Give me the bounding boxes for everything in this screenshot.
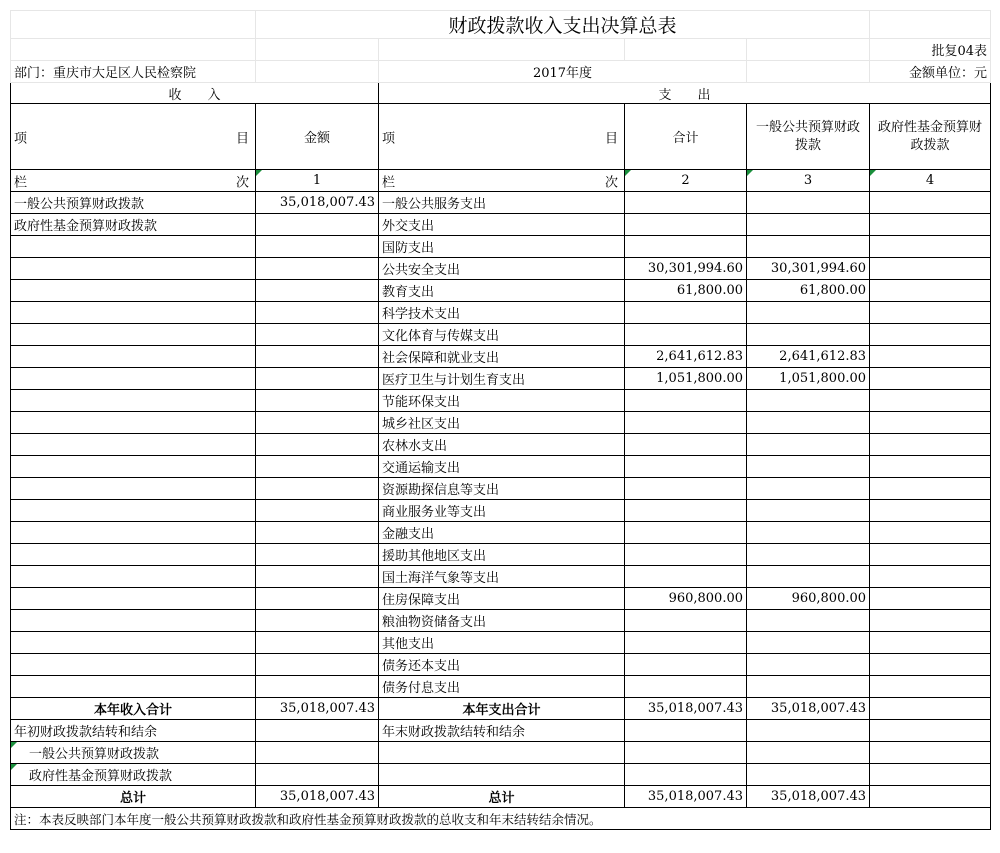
- income-amount: [256, 346, 379, 368]
- income-amount: [256, 588, 379, 610]
- table-row: [11, 302, 991, 324]
- expense-general-budget: [747, 500, 870, 522]
- table-row: [11, 522, 991, 544]
- expense-item-name: 援助其他地区支出: [379, 544, 625, 566]
- expense-fund-budget: [870, 610, 991, 632]
- income-amount: [256, 324, 379, 346]
- income-grand-total-label: 总计: [11, 786, 256, 808]
- expense-item-name: 一般公共服务支出: [379, 192, 625, 214]
- expense-total: 61,800.00: [625, 280, 747, 302]
- fund-budget-header: 政府性基金预算财政拨款: [870, 104, 991, 170]
- total-header: 合计: [625, 104, 747, 170]
- expense-fund-budget: [870, 214, 991, 236]
- expense-general-budget: [747, 412, 870, 434]
- expense-fund-budget: [870, 412, 991, 434]
- table-number: 批复04表: [870, 39, 991, 61]
- income-item-name: [11, 390, 256, 412]
- income-item-name: [11, 588, 256, 610]
- income-amount: [256, 258, 379, 280]
- expense-item-name: 医疗卫生与计划生育支出: [379, 368, 625, 390]
- income-amount: [256, 522, 379, 544]
- income-amount: [256, 654, 379, 676]
- table-row: [11, 236, 991, 258]
- income-amount: [256, 236, 379, 258]
- expense-total: [625, 236, 747, 258]
- expense-item-header: [379, 104, 625, 170]
- expense-total: [625, 302, 747, 324]
- income-amount: [256, 544, 379, 566]
- expense-general-budget: [747, 214, 870, 236]
- expense-subtotal-fund: [870, 698, 991, 720]
- table-row: [11, 566, 991, 588]
- footnote: 注：本表反映部门本年度一般公共预算财政拨款和政府性基金预算财政拨款的总收支和年末结转结余情况。: [11, 808, 991, 830]
- expense-total: [625, 324, 747, 346]
- income-item-name: [11, 500, 256, 522]
- expense-general-budget: [747, 192, 870, 214]
- expense-fund-budget: [870, 522, 991, 544]
- col-right-label: 次: [604, 175, 618, 190]
- income-amount: [256, 390, 379, 412]
- expense-fund-budget: [870, 368, 991, 390]
- expense-item-name: 国土海洋气象等支出: [379, 566, 625, 588]
- expense-grand-total: 35,018,007.43: [625, 786, 747, 808]
- table-row: [11, 478, 991, 500]
- expense-fund-budget: [870, 280, 991, 302]
- expense-fund-budget: [870, 544, 991, 566]
- income-amount: [256, 610, 379, 632]
- expense-item-name: 城乡社区支出: [379, 412, 625, 434]
- amount-header: 金额: [256, 104, 379, 170]
- expense-item-name: 债务付息支出: [379, 676, 625, 698]
- general-budget-header: 一般公共预算财政拨款: [747, 104, 870, 170]
- income-amount: [256, 412, 379, 434]
- expense-rows: [11, 192, 991, 698]
- expense-general-budget: [747, 544, 870, 566]
- table-row: [11, 368, 991, 390]
- column-index-label: [11, 170, 256, 192]
- income-amount: [256, 368, 379, 390]
- income-item-name: [11, 654, 256, 676]
- income-item-name: [11, 456, 256, 478]
- table-row: [11, 192, 991, 214]
- expense-general-budget: 2,641,612.83: [747, 346, 870, 368]
- income-amount: [256, 478, 379, 500]
- expense-grand-fund: [870, 786, 991, 808]
- income-amount: [256, 302, 379, 324]
- expense-general-budget: [747, 390, 870, 412]
- expense-total: 960,800.00: [625, 588, 747, 610]
- expense-fund-budget: [870, 236, 991, 258]
- expense-total: [625, 522, 747, 544]
- expense-general-budget: [747, 676, 870, 698]
- page-title: 财政拨款收入支出决算总表: [256, 11, 870, 39]
- expense-general-budget: [747, 566, 870, 588]
- expense-fund-budget: [870, 258, 991, 280]
- expense-total: [625, 654, 747, 676]
- expense-general-budget: [747, 302, 870, 324]
- expense-section-header: 支 出: [379, 83, 991, 104]
- income-item-header: [11, 104, 256, 170]
- table-row: [11, 500, 991, 522]
- table-row: [11, 324, 991, 346]
- income-amount: [256, 500, 379, 522]
- column-index-3: 3: [747, 170, 870, 192]
- final-accounts-table: [10, 10, 991, 830]
- expense-item-name: 节能环保支出: [379, 390, 625, 412]
- expense-general-budget: 960,800.00: [747, 588, 870, 610]
- expense-item-name: 外交支出: [379, 214, 625, 236]
- table-row: [11, 390, 991, 412]
- column-index-1: 1: [256, 170, 379, 192]
- income-item-name: [11, 280, 256, 302]
- expense-general-budget: [747, 632, 870, 654]
- expense-fund-budget: [870, 346, 991, 368]
- income-subtotal-amount: 35,018,007.43: [256, 698, 379, 720]
- income-amount: [256, 434, 379, 456]
- expense-item-name: 社会保障和就业支出: [379, 346, 625, 368]
- expense-total: [625, 610, 747, 632]
- col-left-label: 栏: [382, 175, 396, 190]
- income-item-name: [11, 412, 256, 434]
- expense-fund-budget: [870, 566, 991, 588]
- col-right-label: 次: [235, 175, 249, 190]
- income-amount: [256, 280, 379, 302]
- income-item-name: [11, 324, 256, 346]
- expense-general-budget: [747, 478, 870, 500]
- expense-general-budget: [747, 522, 870, 544]
- expense-general-budget: 30,301,994.60: [747, 258, 870, 280]
- table-row: [11, 280, 991, 302]
- expense-grand-general: 35,018,007.43: [747, 786, 870, 808]
- expense-fund-budget: [870, 654, 991, 676]
- income-item-name: [11, 258, 256, 280]
- income-amount: [256, 632, 379, 654]
- expense-item-name: 金融支出: [379, 522, 625, 544]
- income-amount: [256, 456, 379, 478]
- expense-subtotal-total: 35,018,007.43: [625, 698, 747, 720]
- income-grand-total-amount: 35,018,007.43: [256, 786, 379, 808]
- expense-fund-budget: [870, 390, 991, 412]
- expense-fund-budget: [870, 676, 991, 698]
- fiscal-year: 2017年度: [379, 61, 747, 83]
- income-item-name: [11, 368, 256, 390]
- expense-general-budget: [747, 456, 870, 478]
- expense-fund-budget: [870, 434, 991, 456]
- item-left-label: 项: [382, 131, 396, 146]
- expense-grand-total-label: 总计: [379, 786, 625, 808]
- income-item-name: [11, 544, 256, 566]
- income-subtotal-label: 本年收入合计: [11, 698, 256, 720]
- table-row: [11, 610, 991, 632]
- expense-total: [625, 456, 747, 478]
- expense-fund-budget: [870, 588, 991, 610]
- expense-item-name: 教育支出: [379, 280, 625, 302]
- table-row: [11, 632, 991, 654]
- expense-item-name: 其他支出: [379, 632, 625, 654]
- expense-item-name: 公共安全支出: [379, 258, 625, 280]
- table-row: [11, 588, 991, 610]
- expense-fund-budget: [870, 456, 991, 478]
- income-item-name: [11, 522, 256, 544]
- income-item-name: [11, 610, 256, 632]
- income-amount: [256, 566, 379, 588]
- income-amount: 35,018,007.43: [256, 192, 379, 214]
- item-left-label: 项: [14, 131, 28, 146]
- income-item-name: [11, 676, 256, 698]
- opening-fund-label: 政府性基金预算财政拨款: [11, 764, 256, 786]
- item-right-label: 目: [235, 131, 249, 146]
- expense-item-name: 文化体育与传媒支出: [379, 324, 625, 346]
- column-index-4: 4: [870, 170, 991, 192]
- income-item-name: 政府性基金预算财政拨款: [11, 214, 256, 236]
- column-index-2: 2: [625, 170, 747, 192]
- expense-general-budget: [747, 434, 870, 456]
- closing-balance-label: 年末财政拨款结转和结余: [379, 720, 625, 742]
- expense-item-name: 商业服务业等支出: [379, 500, 625, 522]
- department-label: 部门：重庆市大足区人民检察院: [11, 61, 256, 83]
- income-item-name: [11, 302, 256, 324]
- expense-fund-budget: [870, 302, 991, 324]
- table-row: [11, 214, 991, 236]
- income-section-header: 收 入: [11, 83, 379, 104]
- expense-item-name: 住房保障支出: [379, 588, 625, 610]
- expense-total: [625, 390, 747, 412]
- expense-subtotal-general: 35,018,007.43: [747, 698, 870, 720]
- expense-general-budget: 61,800.00: [747, 280, 870, 302]
- expense-item-name: 科学技术支出: [379, 302, 625, 324]
- table-row: [11, 258, 991, 280]
- expense-subtotal-label: 本年支出合计: [379, 698, 625, 720]
- expense-total: [625, 478, 747, 500]
- opening-balance-label: 年初财政拨款结转和结余: [11, 720, 256, 742]
- income-amount: [256, 676, 379, 698]
- expense-total: [625, 544, 747, 566]
- expense-total: [625, 192, 747, 214]
- expense-general-budget: [747, 236, 870, 258]
- item-right-label: 目: [604, 131, 618, 146]
- expense-total: [625, 566, 747, 588]
- expense-fund-budget: [870, 324, 991, 346]
- income-item-name: [11, 434, 256, 456]
- income-item-name: [11, 632, 256, 654]
- table-row: [11, 412, 991, 434]
- income-item-name: [11, 566, 256, 588]
- expense-total: 1,051,800.00: [625, 368, 747, 390]
- table-row: [11, 434, 991, 456]
- expense-total: [625, 676, 747, 698]
- expense-general-budget: [747, 324, 870, 346]
- expense-general-budget: 1,051,800.00: [747, 368, 870, 390]
- expense-total: [625, 412, 747, 434]
- table-row: [11, 654, 991, 676]
- expense-fund-budget: [870, 500, 991, 522]
- expense-total: [625, 214, 747, 236]
- income-item-name: [11, 478, 256, 500]
- table-row: [11, 676, 991, 698]
- expense-general-budget: [747, 610, 870, 632]
- column-index-label: [379, 170, 625, 192]
- expense-total: [625, 500, 747, 522]
- expense-item-name: 债务还本支出: [379, 654, 625, 676]
- expense-fund-budget: [870, 192, 991, 214]
- table-row: [11, 544, 991, 566]
- table-row: [11, 456, 991, 478]
- income-item-name: [11, 346, 256, 368]
- expense-total: [625, 632, 747, 654]
- expense-item-name: 资源勘探信息等支出: [379, 478, 625, 500]
- expense-fund-budget: [870, 478, 991, 500]
- expense-total: [625, 434, 747, 456]
- table-row: [11, 346, 991, 368]
- expense-total: 2,641,612.83: [625, 346, 747, 368]
- amount-unit: 金额单位：元: [870, 61, 991, 83]
- expense-item-name: 粮油物资储备支出: [379, 610, 625, 632]
- expense-general-budget: [747, 654, 870, 676]
- opening-general-label: 一般公共预算财政拨款: [11, 742, 256, 764]
- expense-item-name: 交通运输支出: [379, 456, 625, 478]
- col-left-label: 栏: [14, 175, 28, 190]
- expense-fund-budget: [870, 632, 991, 654]
- income-amount: [256, 214, 379, 236]
- expense-item-name: 农林水支出: [379, 434, 625, 456]
- income-item-name: 一般公共预算财政拨款: [11, 192, 256, 214]
- income-item-name: [11, 236, 256, 258]
- expense-total: 30,301,994.60: [625, 258, 747, 280]
- expense-item-name: 国防支出: [379, 236, 625, 258]
